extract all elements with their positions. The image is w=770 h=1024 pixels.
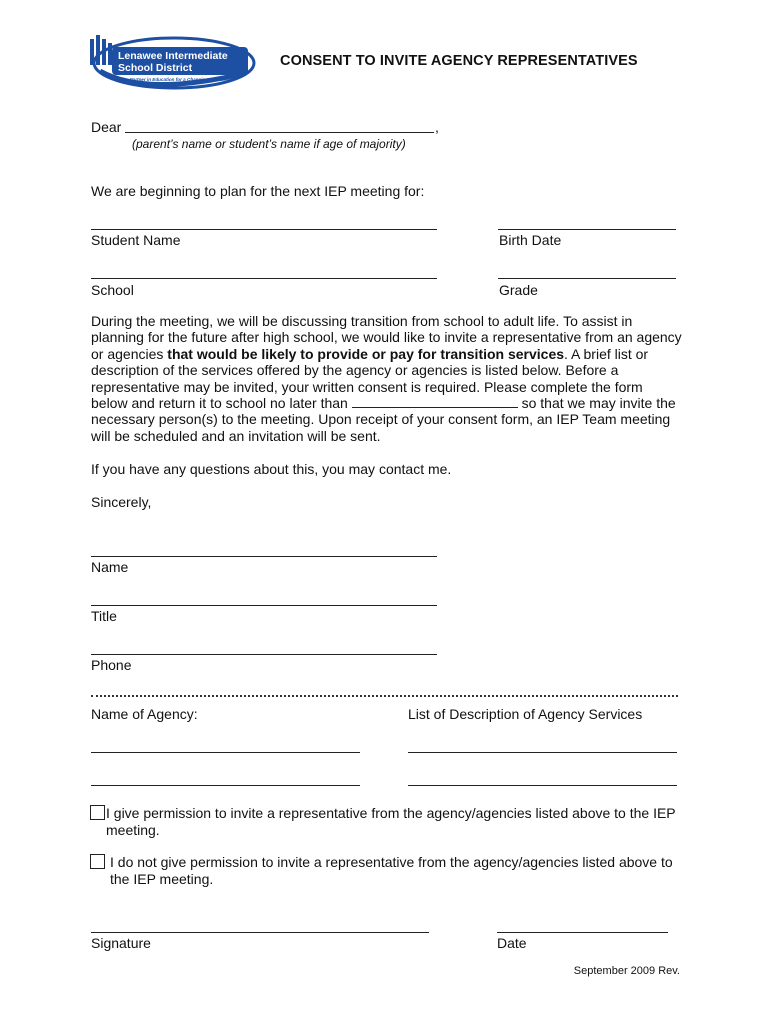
body-line: planning for the future after high school, we would like to invite a representative from an agency xyxy=(91,329,682,346)
body-text: below and return it to school no later than xyxy=(91,395,352,412)
agency-services-blank-1[interactable] xyxy=(408,752,677,753)
body-line: representative may be invited, your written consent is required. Please complete the form xyxy=(91,378,643,395)
agency-services-label: List of Description of Agency Services xyxy=(408,706,643,722)
agency-name-blank-2[interactable] xyxy=(91,785,360,786)
body-text: or agencies xyxy=(91,345,168,362)
body-line xyxy=(91,346,691,362)
signature-date-blank[interactable] xyxy=(497,932,668,933)
body-emphasis: that would be likely to provide or pay for transition services xyxy=(167,345,565,362)
recipient-note: (parent’s name or student’s name if age of majority) xyxy=(132,137,406,151)
signature-date-label: Date xyxy=(497,935,527,951)
sender-name-label: Name xyxy=(91,559,129,575)
agency-name-label: Name of Agency: xyxy=(91,706,198,722)
grade-label: Grade xyxy=(499,282,538,298)
give-permission-checkbox[interactable] xyxy=(90,805,105,820)
return-date-blank[interactable] xyxy=(352,395,518,408)
questions-text: If you have any questions about this, you may contact me. xyxy=(91,461,452,477)
body-line: will be scheduled and an invitation will be sent. xyxy=(91,427,381,444)
salutation-suffix: , xyxy=(435,119,439,135)
recipient-name-blank[interactable] xyxy=(125,132,434,133)
sender-title-label: Title xyxy=(91,608,117,624)
body-line xyxy=(91,395,691,411)
deny-permission-checkbox[interactable] xyxy=(90,854,105,869)
sender-phone-blank[interactable] xyxy=(91,654,437,655)
give-permission-line1: I give permission to invite a representative from the agency/agencies listed above to the IEP xyxy=(106,805,676,821)
grade-blank[interactable] xyxy=(498,278,676,279)
closing-text: Sincerely, xyxy=(91,494,152,510)
intro-text: We are beginning to plan for the next IEP meeting for: xyxy=(91,183,425,199)
sender-phone-label: Phone xyxy=(91,657,132,673)
district-logo xyxy=(86,33,256,95)
section-divider xyxy=(91,695,678,697)
document-title: CONSENT TO INVITE AGENCY REPRESENTATIVES xyxy=(280,53,638,69)
body-line: necessary person(s) to the meeting. Upon receipt of your consent form, an IEP Team meeting xyxy=(91,411,671,428)
logo-line2: School District xyxy=(118,62,193,74)
deny-permission-line1: I do not give permission to invite a representative from the agency/agencies listed above to xyxy=(110,854,673,870)
body-paragraph xyxy=(91,313,691,444)
logo-tagline: Your Partner in Education for a Changing Tomorrow xyxy=(118,77,232,82)
body-text: . A brief list or xyxy=(564,345,649,362)
birth-date-label: Birth Date xyxy=(499,232,562,248)
sender-name-blank[interactable] xyxy=(91,556,437,557)
revision-footer: September 2009 Rev. xyxy=(573,965,680,977)
give-permission-line2: meeting. xyxy=(106,822,160,838)
signature-label: Signature xyxy=(91,935,151,951)
birth-date-blank[interactable] xyxy=(498,229,676,230)
signature-blank[interactable] xyxy=(91,932,429,933)
school-label: School xyxy=(91,282,134,298)
agency-services-blank-2[interactable] xyxy=(408,785,677,786)
student-name-blank[interactable] xyxy=(91,229,437,230)
sender-title-blank[interactable] xyxy=(91,605,437,606)
body-line: description of the services offered by the agency or agencies is listed below. Before a xyxy=(91,362,619,379)
deny-permission-line2: the IEP meeting. xyxy=(110,871,214,887)
school-blank[interactable] xyxy=(91,278,437,279)
logo-line1: Lenawee Intermediate xyxy=(118,50,228,62)
agency-name-blank-1[interactable] xyxy=(91,752,360,753)
district-logo-graphic xyxy=(86,33,256,95)
salutation-prefix: Dear xyxy=(91,119,122,135)
student-name-label: Student Name xyxy=(91,232,181,248)
body-text: so that we may invite the xyxy=(517,395,676,412)
body-line: During the meeting, we will be discussing transition from school to adult life. To assist in xyxy=(91,313,633,329)
